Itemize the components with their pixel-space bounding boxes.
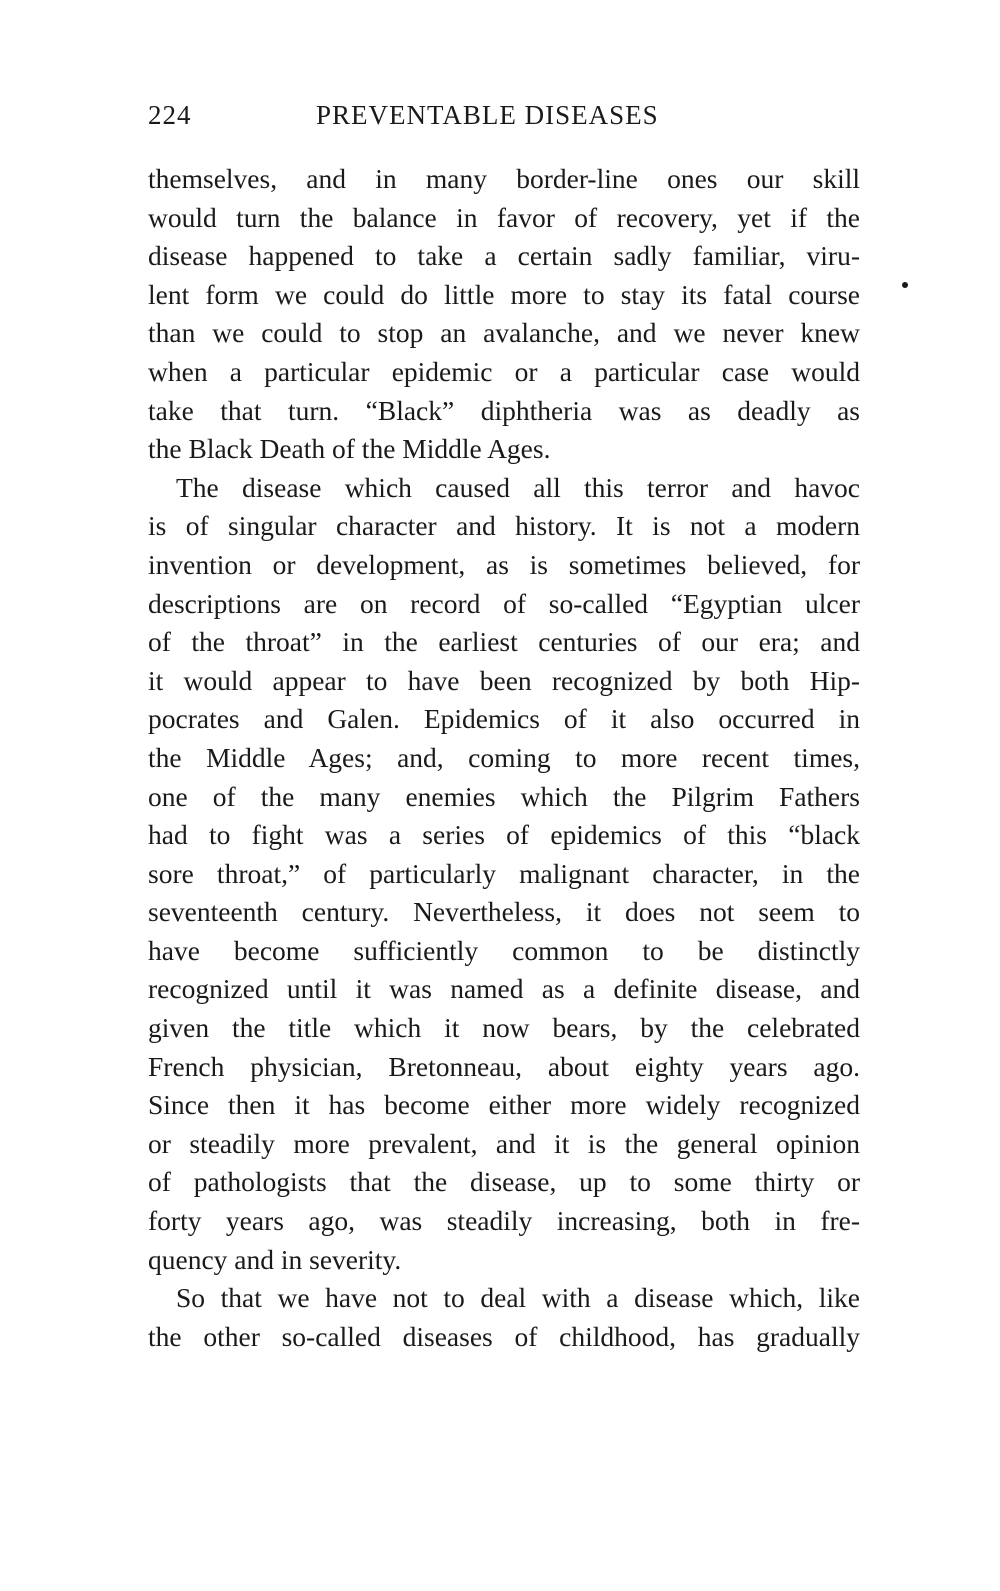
text-line: when a particular epidemic or a particular case would (148, 355, 860, 387)
text-line: invention or development, as is sometimes believed, for (148, 548, 860, 580)
margin-dot-mark (902, 282, 908, 288)
running-head (148, 100, 860, 140)
paragraph-start-line: So that we have not to deal with a disease which, like (176, 1282, 860, 1314)
text-line: the Middle Ages; and, coming to more recent times, (148, 741, 860, 773)
text-line: or steadily more prevalent, and it is the general opinion (148, 1127, 860, 1159)
text-line: the Black Death of the Middle Ages. (148, 433, 551, 465)
text-line: take that turn. “Black” diphtheria was as deadly as (148, 394, 860, 426)
text-line: forty years ago, was steadily increasing, both in fre- (148, 1205, 860, 1237)
paragraph-start-line: The disease which caused all this terror and havoc (176, 471, 860, 503)
running-title: PREVENTABLE DISEASES (316, 100, 659, 130)
text-line: is of singular character and history. It is not a modern (148, 510, 860, 542)
text-line: the other so-called diseases of childhood, has gradually (148, 1320, 860, 1352)
text-line: French physician, Bretonneau, about eighty years ago. (148, 1050, 860, 1082)
text-line: of pathologists that the disease, up to some thirty or (148, 1166, 860, 1198)
text-line: it would appear to have been recognized by both Hip- (148, 664, 860, 696)
text-line: one of the many enemies which the Pilgrim Fathers (148, 780, 860, 812)
text-line: themselves, and in many border-line ones our skill (148, 163, 860, 194)
page-number: 224 (148, 100, 192, 130)
text-line: given the title which it now bears, by the celebrated (148, 1012, 860, 1044)
body-text (148, 160, 860, 1356)
text-line: of the throat” in the earliest centuries of our era; and (148, 626, 860, 658)
text-line: disease happened to take a certain sadly familiar, viru- (148, 240, 860, 272)
text-line: would turn the balance in favor of recovery, yet if the (148, 201, 860, 233)
text-line: than we could to stop an avalanche, and we never knew (148, 317, 860, 349)
text-line: sore throat,” of particularly malignant character, in the (148, 857, 860, 889)
text-line: recognized until it was named as a definite disease, and (148, 973, 860, 1005)
text-line: seventeenth century. Nevertheless, it does not seem to (148, 896, 860, 928)
text-line: have become sufficiently common to be distinctly (148, 934, 860, 966)
text-line: descriptions are on record of so-called “Egyptian ulcer (148, 587, 860, 619)
text-line: lent form we could do little more to stay its fatal course (148, 278, 860, 310)
text-line: had to fight was a series of epidemics of this “black (148, 819, 860, 851)
text-line: Since then it has become either more widely recognized (148, 1089, 860, 1121)
text-line: pocrates and Galen. Epidemics of it also occurred in (148, 703, 860, 735)
text-line: quency and in severity. (148, 1243, 402, 1275)
